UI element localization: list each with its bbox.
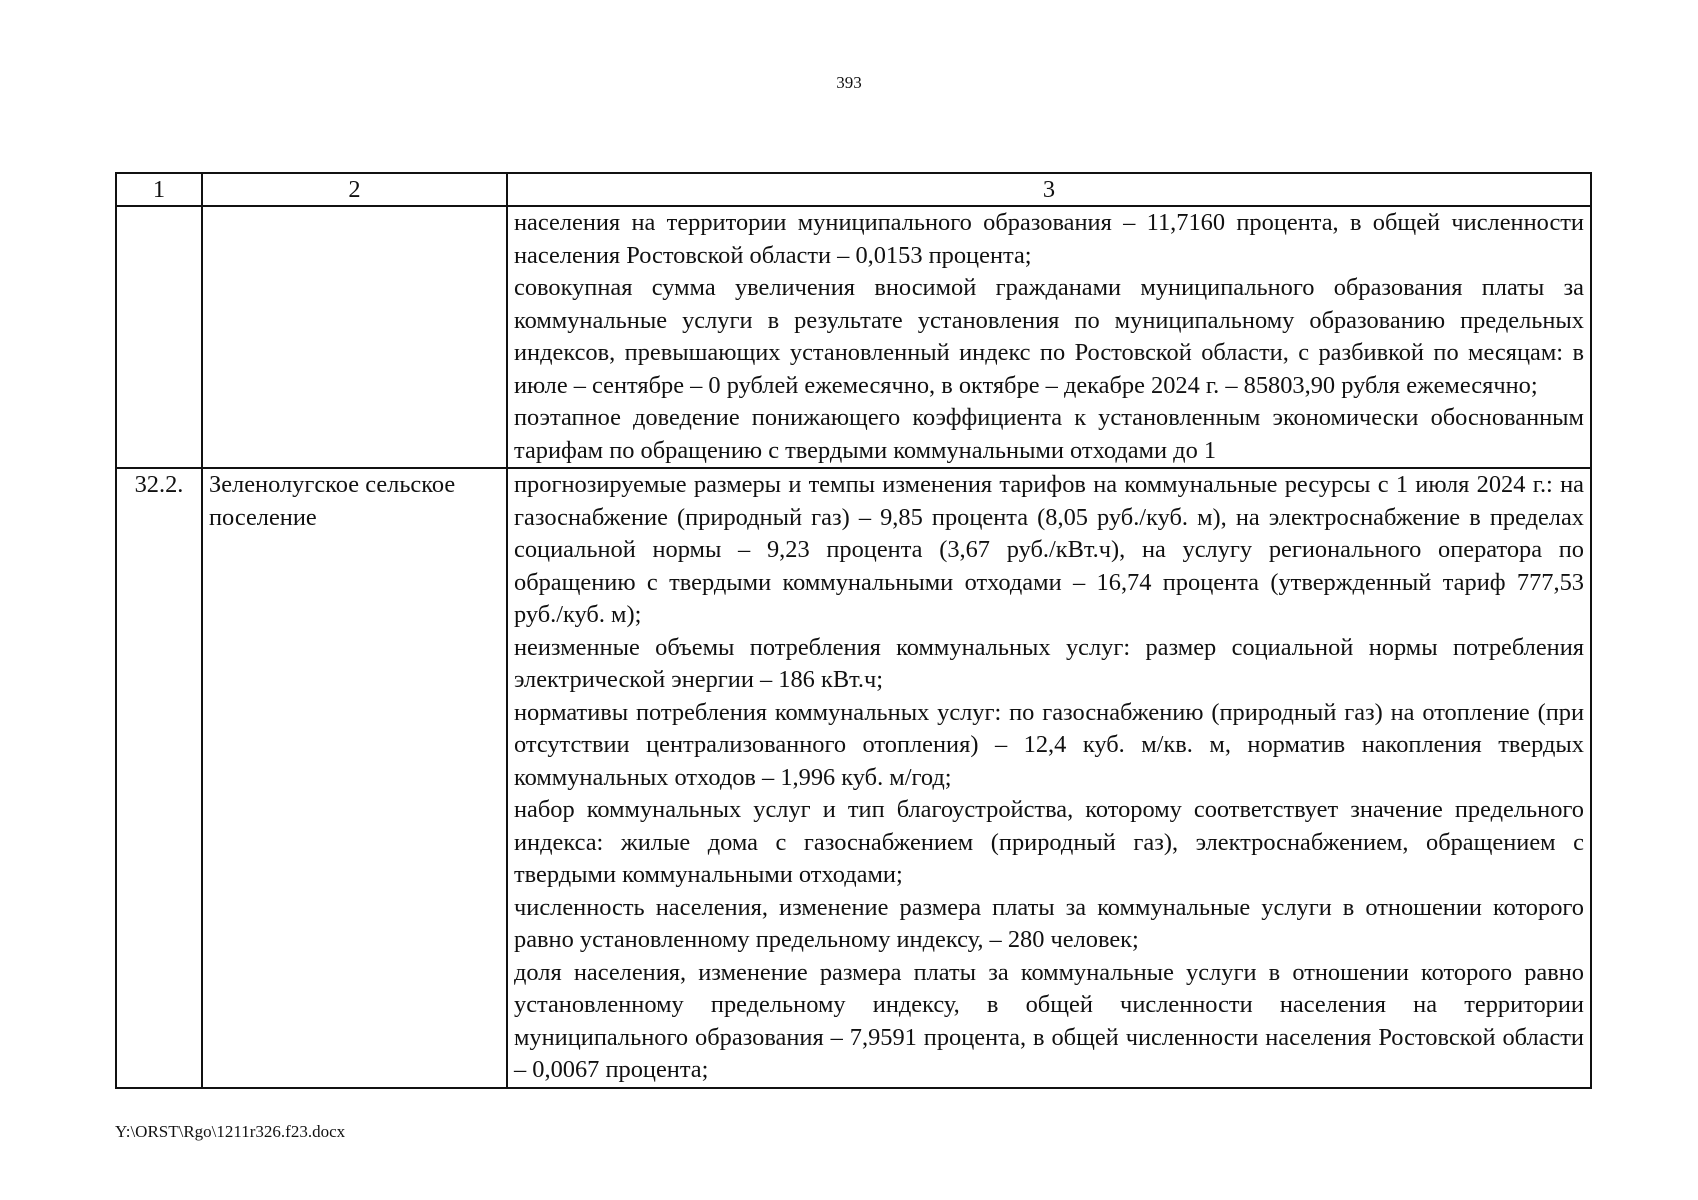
column-header-1: 1 xyxy=(116,173,202,206)
row-number-cell xyxy=(116,206,202,468)
footer-file-path: Y:\ORST\Rgo\1211r326.f23.docx xyxy=(115,1122,346,1141)
description-paragraph: населения на территории муниципального образования – 11,7160 процента, в общей численности населения Ростовской области – 0,0153 процента; xyxy=(514,209,1584,269)
description-paragraph: нормативы потребления коммунальных услуг: по газоснабжению (природный газ) на отопление (при отсутствии централизованного отопления) – 12,4 куб. м/кв. м, норматив накопления твердых коммунальных отходов – 1,996 куб. м/год; xyxy=(514,698,1584,791)
description-paragraph: численность населения, изменение размера платы за коммунальные услуги в отношении которого равно установленному предельному индексу, – 280 человек; xyxy=(514,893,1584,953)
description-paragraph: поэтапное доведение понижающего коэффициента к установленным экономически обоснованным тарифам по обращению с твердыми коммунальными отходами до 1 xyxy=(514,404,1584,464)
row-number-cell: 32.2. xyxy=(116,468,202,1088)
table-header-row xyxy=(116,173,1591,206)
column-header-3: 3 xyxy=(507,173,1591,206)
table-row xyxy=(116,206,1591,468)
description-cell xyxy=(507,468,1591,1088)
municipality-name-cell xyxy=(202,206,507,468)
page-number: 393 xyxy=(836,73,862,92)
column-header-2: 2 xyxy=(202,173,507,206)
description-paragraph: совокупная сумма увеличения вносимой гражданами муниципального образования платы за коммунальные услуги в результате установления по муниципальному образованию предельных индексов, превышающих установленный индекс по Ростовской области, с разбивкой по месяцам: в июле – сентябре – 0 рублей ежемесячно, в октябре – декабре 2024 г. – 85803,90 рубля ежемесячно; xyxy=(514,274,1584,399)
table-row xyxy=(116,468,1591,1088)
municipality-name-cell: Зеленолугское сельское поселение xyxy=(202,468,507,1088)
description-paragraph: доля населения, изменение размера платы за коммунальные услуги в отношении которого равно установленному предельному индексу, в общей численности населения на территории муниципального образования – 7,9591 процента, в общей численности населения Ростовской области – 0,0067 процента; xyxy=(514,958,1584,1083)
document-table xyxy=(115,172,1592,1089)
description-paragraph: набор коммунальных услуг и тип благоустройства, которому соответствует значение предельного индекса: жилые дома с газоснабжением (природный газ), электроснабжением, обращением с твердыми коммунальными отходами; xyxy=(514,796,1584,888)
description-paragraph: прогнозируемые размеры и темпы изменения тарифов на коммунальные ресурсы с 1 июля 2024 г.: на газоснабжение (природный газ) – 9,85 процента (8,05 руб./куб. м), на электроснабжение в пределах социальной нормы – 9,23 процента (3,67 руб./кВт.ч), на услугу регионального оператора по обращению с твердыми коммунальными отходами – 16,74 процента (утвержденный тариф 777,53 руб./куб. м); xyxy=(514,471,1584,628)
description-paragraph: неизменные объемы потребления коммунальных услуг: размер социальной нормы потребления электрической энергии – 186 кВт.ч; xyxy=(514,633,1584,693)
description-cell xyxy=(507,206,1591,468)
